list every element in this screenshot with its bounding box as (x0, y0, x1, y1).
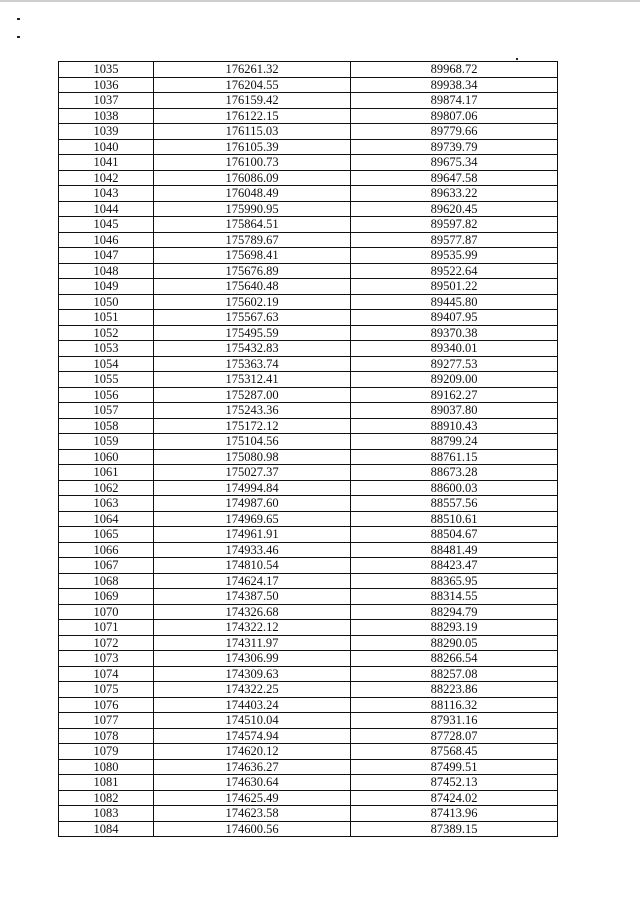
table-row (59, 728, 558, 744)
x-coordinate-cell: 174624.17 (154, 573, 351, 589)
point-id-cell: 1081 (59, 775, 154, 791)
x-coordinate-cell: 175698.41 (154, 248, 351, 264)
x-coordinate-cell: 176122.15 (154, 108, 351, 124)
y-coordinate-cell: 88557.56 (351, 496, 558, 512)
table-row (59, 449, 558, 465)
y-coordinate-cell: 89407.95 (351, 310, 558, 326)
point-id-cell: 1045 (59, 217, 154, 233)
table-row (59, 434, 558, 450)
y-coordinate-cell: 88116.32 (351, 697, 558, 713)
y-coordinate-cell: 88314.55 (351, 589, 558, 605)
x-coordinate-cell: 174306.99 (154, 651, 351, 667)
table-row (59, 759, 558, 775)
y-coordinate-cell: 89779.66 (351, 124, 558, 140)
x-coordinate-cell: 175602.19 (154, 294, 351, 310)
x-coordinate-cell: 174630.64 (154, 775, 351, 791)
x-coordinate-cell: 174810.54 (154, 558, 351, 574)
y-coordinate-cell: 89445.80 (351, 294, 558, 310)
point-id-cell: 1050 (59, 294, 154, 310)
scan-speck (17, 18, 20, 20)
point-id-cell: 1074 (59, 666, 154, 682)
table-row (59, 372, 558, 388)
point-id-cell: 1078 (59, 728, 154, 744)
table-row (59, 263, 558, 279)
point-id-cell: 1069 (59, 589, 154, 605)
y-coordinate-cell: 88504.67 (351, 527, 558, 543)
point-id-cell: 1067 (59, 558, 154, 574)
x-coordinate-cell: 175027.37 (154, 465, 351, 481)
point-id-cell: 1065 (59, 527, 154, 543)
table-row (59, 604, 558, 620)
table-row (59, 651, 558, 667)
y-coordinate-cell: 87568.45 (351, 744, 558, 760)
point-id-cell: 1053 (59, 341, 154, 357)
y-coordinate-cell: 89647.58 (351, 170, 558, 186)
x-coordinate-cell: 175363.74 (154, 356, 351, 372)
x-coordinate-cell: 175432.83 (154, 341, 351, 357)
table-row (59, 558, 558, 574)
table-row (59, 325, 558, 341)
table-row (59, 310, 558, 326)
x-coordinate-cell: 174322.25 (154, 682, 351, 698)
y-coordinate-cell: 89633.22 (351, 186, 558, 202)
y-coordinate-cell: 89370.38 (351, 325, 558, 341)
x-coordinate-cell: 174961.91 (154, 527, 351, 543)
table-row (59, 124, 558, 140)
point-id-cell: 1079 (59, 744, 154, 760)
y-coordinate-cell: 89807.06 (351, 108, 558, 124)
table-row (59, 573, 558, 589)
point-id-cell: 1061 (59, 465, 154, 481)
point-id-cell: 1042 (59, 170, 154, 186)
x-coordinate-cell: 176105.39 (154, 139, 351, 155)
point-id-cell: 1037 (59, 93, 154, 109)
y-coordinate-cell: 87728.07 (351, 728, 558, 744)
x-coordinate-cell: 174403.24 (154, 697, 351, 713)
y-coordinate-cell: 88423.47 (351, 558, 558, 574)
point-id-cell: 1055 (59, 372, 154, 388)
y-coordinate-cell: 87931.16 (351, 713, 558, 729)
point-id-cell: 1063 (59, 496, 154, 512)
x-coordinate-cell: 174322.12 (154, 620, 351, 636)
y-coordinate-cell: 87389.15 (351, 821, 558, 837)
x-coordinate-cell: 174933.46 (154, 542, 351, 558)
scan-speck (516, 58, 518, 60)
point-id-cell: 1084 (59, 821, 154, 837)
x-coordinate-cell: 176159.42 (154, 93, 351, 109)
y-coordinate-cell: 89340.01 (351, 341, 558, 357)
point-id-cell: 1041 (59, 155, 154, 171)
y-coordinate-cell: 88481.49 (351, 542, 558, 558)
table-row (59, 527, 558, 543)
table-row (59, 480, 558, 496)
point-id-cell: 1070 (59, 604, 154, 620)
table-row (59, 775, 558, 791)
x-coordinate-cell: 174600.56 (154, 821, 351, 837)
y-coordinate-cell: 89162.27 (351, 387, 558, 403)
x-coordinate-cell: 175676.89 (154, 263, 351, 279)
scan-speck (17, 36, 20, 38)
y-coordinate-cell: 89535.99 (351, 248, 558, 264)
point-id-cell: 1044 (59, 201, 154, 217)
point-id-cell: 1048 (59, 263, 154, 279)
table-row (59, 790, 558, 806)
x-coordinate-cell: 174969.65 (154, 511, 351, 527)
table-row (59, 279, 558, 295)
point-id-cell: 1062 (59, 480, 154, 496)
table-row (59, 232, 558, 248)
table-row (59, 108, 558, 124)
x-coordinate-cell: 174574.94 (154, 728, 351, 744)
table-row (59, 155, 558, 171)
x-coordinate-cell: 174387.50 (154, 589, 351, 605)
point-id-cell: 1056 (59, 387, 154, 403)
x-coordinate-cell: 174623.58 (154, 806, 351, 822)
table-row (59, 744, 558, 760)
table-row (59, 511, 558, 527)
table-row (59, 201, 558, 217)
point-id-cell: 1057 (59, 403, 154, 419)
point-id-cell: 1049 (59, 279, 154, 295)
point-id-cell: 1052 (59, 325, 154, 341)
table-row (59, 217, 558, 233)
point-id-cell: 1076 (59, 697, 154, 713)
table-row (59, 806, 558, 822)
x-coordinate-cell: 175104.56 (154, 434, 351, 450)
table-row (59, 77, 558, 93)
table-row (59, 713, 558, 729)
point-id-cell: 1047 (59, 248, 154, 264)
point-id-cell: 1080 (59, 759, 154, 775)
x-coordinate-cell: 176100.73 (154, 155, 351, 171)
x-coordinate-cell: 175495.59 (154, 325, 351, 341)
y-coordinate-cell: 89501.22 (351, 279, 558, 295)
point-id-cell: 1059 (59, 434, 154, 450)
table-row (59, 248, 558, 264)
table-row (59, 341, 558, 357)
coordinate-table (58, 61, 558, 837)
point-id-cell: 1071 (59, 620, 154, 636)
y-coordinate-cell: 88673.28 (351, 465, 558, 481)
y-coordinate-cell: 89739.79 (351, 139, 558, 155)
table-row (59, 496, 558, 512)
y-coordinate-cell: 88600.03 (351, 480, 558, 496)
x-coordinate-cell: 175172.12 (154, 418, 351, 434)
y-coordinate-cell: 87424.02 (351, 790, 558, 806)
y-coordinate-cell: 89597.82 (351, 217, 558, 233)
x-coordinate-cell: 174311.97 (154, 635, 351, 651)
y-coordinate-cell: 87413.96 (351, 806, 558, 822)
x-coordinate-cell: 176261.32 (154, 62, 351, 78)
x-coordinate-cell: 174994.84 (154, 480, 351, 496)
point-id-cell: 1072 (59, 635, 154, 651)
y-coordinate-cell: 88266.54 (351, 651, 558, 667)
x-coordinate-cell: 175312.41 (154, 372, 351, 388)
y-coordinate-cell: 88761.15 (351, 449, 558, 465)
y-coordinate-cell: 88290.05 (351, 635, 558, 651)
table-row (59, 139, 558, 155)
y-coordinate-cell: 88799.24 (351, 434, 558, 450)
y-coordinate-cell: 89968.72 (351, 62, 558, 78)
point-id-cell: 1043 (59, 186, 154, 202)
x-coordinate-cell: 175864.51 (154, 217, 351, 233)
y-coordinate-cell: 89522.64 (351, 263, 558, 279)
x-coordinate-cell: 175640.48 (154, 279, 351, 295)
table-row (59, 821, 558, 837)
y-coordinate-cell: 88293.19 (351, 620, 558, 636)
x-coordinate-cell: 174620.12 (154, 744, 351, 760)
x-coordinate-cell: 176204.55 (154, 77, 351, 93)
point-id-cell: 1051 (59, 310, 154, 326)
y-coordinate-cell: 89874.17 (351, 93, 558, 109)
table-row (59, 635, 558, 651)
table-row (59, 62, 558, 78)
point-id-cell: 1039 (59, 124, 154, 140)
x-coordinate-cell: 175243.36 (154, 403, 351, 419)
table-row (59, 418, 558, 434)
table-row (59, 697, 558, 713)
point-id-cell: 1075 (59, 682, 154, 698)
table-row (59, 620, 558, 636)
x-coordinate-cell: 176086.09 (154, 170, 351, 186)
y-coordinate-cell: 88510.61 (351, 511, 558, 527)
y-coordinate-cell: 88257.08 (351, 666, 558, 682)
table-row (59, 294, 558, 310)
table-body (59, 62, 558, 837)
x-coordinate-cell: 175567.63 (154, 310, 351, 326)
point-id-cell: 1038 (59, 108, 154, 124)
table-row (59, 387, 558, 403)
point-id-cell: 1035 (59, 62, 154, 78)
table-row (59, 682, 558, 698)
y-coordinate-cell: 88365.95 (351, 573, 558, 589)
table-row (59, 170, 558, 186)
point-id-cell: 1036 (59, 77, 154, 93)
point-id-cell: 1058 (59, 418, 154, 434)
point-id-cell: 1040 (59, 139, 154, 155)
y-coordinate-cell: 87452.13 (351, 775, 558, 791)
x-coordinate-cell: 175789.67 (154, 232, 351, 248)
x-coordinate-cell: 175990.95 (154, 201, 351, 217)
table-row (59, 542, 558, 558)
y-coordinate-cell: 89577.87 (351, 232, 558, 248)
table-row (59, 186, 558, 202)
y-coordinate-cell: 87499.51 (351, 759, 558, 775)
point-id-cell: 1054 (59, 356, 154, 372)
table-row (59, 666, 558, 682)
y-coordinate-cell: 89675.34 (351, 155, 558, 171)
table-row (59, 589, 558, 605)
y-coordinate-cell: 89277.53 (351, 356, 558, 372)
x-coordinate-cell: 174326.68 (154, 604, 351, 620)
y-coordinate-cell: 88910.43 (351, 418, 558, 434)
y-coordinate-cell: 88294.79 (351, 604, 558, 620)
x-coordinate-cell: 174510.04 (154, 713, 351, 729)
table-row (59, 356, 558, 372)
y-coordinate-cell: 89037.80 (351, 403, 558, 419)
x-coordinate-cell: 176048.49 (154, 186, 351, 202)
point-id-cell: 1060 (59, 449, 154, 465)
x-coordinate-cell: 174987.60 (154, 496, 351, 512)
point-id-cell: 1046 (59, 232, 154, 248)
y-coordinate-cell: 89620.45 (351, 201, 558, 217)
x-coordinate-cell: 176115.03 (154, 124, 351, 140)
x-coordinate-cell: 175080.98 (154, 449, 351, 465)
point-id-cell: 1073 (59, 651, 154, 667)
y-coordinate-cell: 89938.34 (351, 77, 558, 93)
point-id-cell: 1064 (59, 511, 154, 527)
table-row (59, 93, 558, 109)
scan-edge (0, 0, 640, 2)
x-coordinate-cell: 174636.27 (154, 759, 351, 775)
table-row (59, 465, 558, 481)
point-id-cell: 1068 (59, 573, 154, 589)
x-coordinate-cell: 175287.00 (154, 387, 351, 403)
y-coordinate-cell: 89209.00 (351, 372, 558, 388)
x-coordinate-cell: 174309.63 (154, 666, 351, 682)
point-id-cell: 1082 (59, 790, 154, 806)
y-coordinate-cell: 88223.86 (351, 682, 558, 698)
x-coordinate-cell: 174625.49 (154, 790, 351, 806)
table-row (59, 403, 558, 419)
point-id-cell: 1083 (59, 806, 154, 822)
point-id-cell: 1077 (59, 713, 154, 729)
point-id-cell: 1066 (59, 542, 154, 558)
